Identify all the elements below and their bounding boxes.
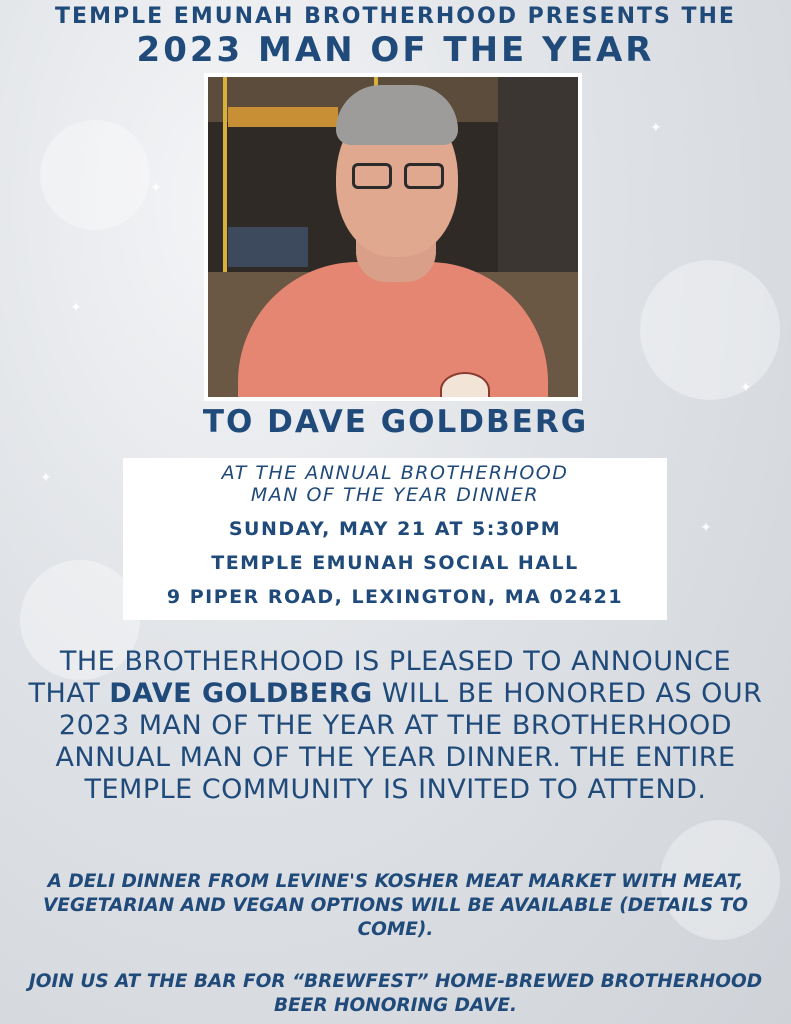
glasses-lens-right [404, 163, 444, 189]
announcement-text-after: WILL BE HONORED AS OUR 2023 MAN OF THE YEAR AT THE BROTHERHOOD ANNUAL MAN OF THE YEAR DINNER. THE ENTIRE TEMPLE COMMUNITY IS INVITED TO ATTEND. [55, 678, 763, 805]
event-venue: TEMPLE EMUNAH SOCIAL HALL [211, 552, 579, 574]
announcement-text-before: THE BROTHERHOOD IS PLEASED TO ANNOUNCE THAT [28, 646, 732, 709]
sparkle-icon: ✦ [650, 120, 662, 136]
honoree-photo [204, 73, 582, 401]
announcement-paragraph [20, 646, 771, 806]
presents-line: TEMPLE EMUNAH BROTHERHOOD PRESENTS THE [55, 4, 736, 29]
brewfest-note: JOIN US AT THE BAR FOR “BREWFEST” HOME-BREWED BROTHERHOOD BEER HONORING DAVE. [28, 971, 763, 1016]
photo-shelf-goods [228, 107, 338, 127]
bokeh-light [640, 260, 780, 400]
sparkle-icon: ✦ [740, 380, 752, 396]
sparkle-icon: ✦ [700, 520, 712, 536]
bokeh-light [40, 120, 150, 230]
photo-glasses [348, 163, 448, 191]
deli-dinner-note: A DELI DINNER FROM LEVINE'S KOSHER MEAT MARKET WITH MEAT, VEGETARIAN AND VEGAN OPTIONS WILL BE AVAILABLE (DETAILS TO COME). [42, 871, 748, 940]
glasses-lens-left [352, 163, 392, 189]
photo-hair [336, 85, 458, 145]
event-subtitle-line1: AT THE ANNUAL BROTHERHOOD [221, 462, 569, 484]
photo-scene [208, 77, 578, 397]
sparkle-icon: ✦ [70, 300, 82, 316]
event-subtitle-line2: MAN OF THE YEAR DINNER [250, 484, 540, 506]
sparkle-icon: ✦ [150, 180, 162, 196]
event-date-time: SUNDAY, MAY 21 AT 5:30PM [228, 518, 562, 540]
photo-bottles [228, 227, 308, 267]
announcement-honoree-name: DAVE GOLDBERG [109, 678, 373, 709]
page-title: 2023 MAN OF THE YEAR [136, 30, 655, 70]
event-details-box [123, 458, 667, 620]
sparkle-icon: ✦ [40, 470, 52, 486]
event-address: 9 PIPER ROAD, LEXINGTON, MA 02421 [166, 586, 624, 608]
honoree-name: TO DAVE GOLDBERG [202, 404, 589, 440]
